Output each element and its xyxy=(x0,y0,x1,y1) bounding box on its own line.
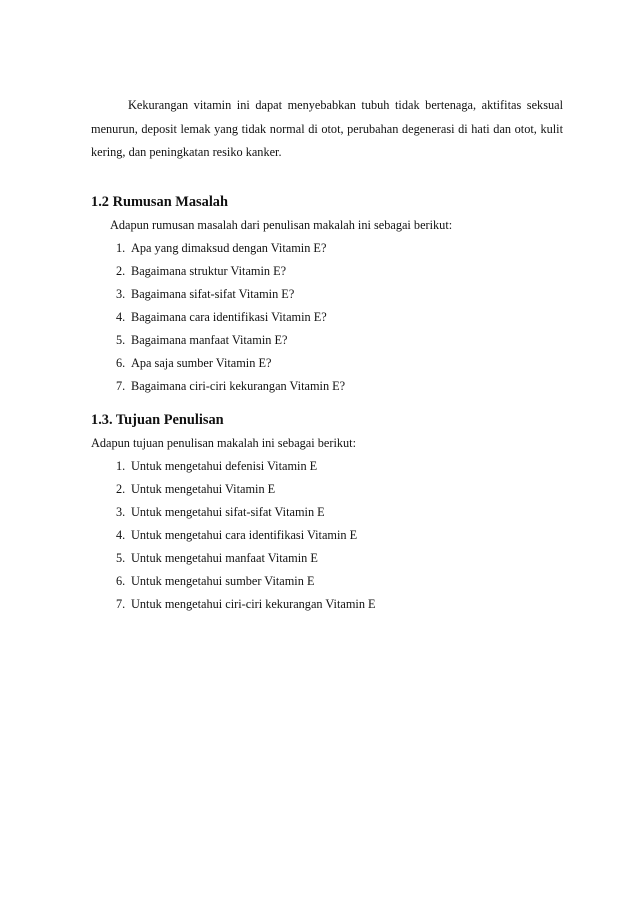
list-item xyxy=(116,501,563,524)
list-item-text: Untuk mengetahui sifat-sifat Vitamin E xyxy=(131,504,325,519)
section-lead-tujuan-penulisan: Adapun tujuan penulisan makalah ini sebagai berikut: xyxy=(91,435,356,450)
list-item xyxy=(116,283,563,306)
list-item-number: 7. xyxy=(116,378,126,393)
list-item-text: Apa yang dimaksud dengan Vitamin E? xyxy=(131,240,327,255)
list-item-text: Bagaimana cara identifikasi Vitamin E? xyxy=(131,309,327,324)
list-item xyxy=(116,352,563,375)
list-item xyxy=(116,375,563,398)
list-item-text: Untuk mengetahui defenisi Vitamin E xyxy=(131,458,318,473)
list-item-text: Untuk mengetahui manfaat Vitamin E xyxy=(131,550,318,565)
list-item-text: Bagaimana struktur Vitamin E? xyxy=(131,263,287,278)
list-item xyxy=(116,593,563,616)
list-item-number: 4. xyxy=(116,309,126,324)
list-item-text: Untuk mengetahui Vitamin E xyxy=(131,481,276,496)
list-item-number: 5. xyxy=(116,332,126,347)
list-item-text: Bagaimana ciri-ciri kekurangan Vitamin E? xyxy=(131,378,346,393)
list-item-number: 3. xyxy=(116,504,126,519)
list-item-text: Bagaimana manfaat Vitamin E? xyxy=(131,332,288,347)
section-lead-rumusan-masalah: Adapun rumusan masalah dari penulisan makalah ini sebagai berikut: xyxy=(110,217,453,232)
list-item xyxy=(116,329,563,352)
list-item-number: 6. xyxy=(116,355,126,370)
list-item xyxy=(116,478,563,501)
list-item-text: Apa saja sumber Vitamin E? xyxy=(131,355,272,370)
list-item-text: Bagaimana sifat-sifat Vitamin E? xyxy=(131,286,295,301)
list-item-number: 2. xyxy=(116,263,126,278)
list-item xyxy=(116,547,563,570)
list-item-number: 1. xyxy=(116,458,126,473)
list-item xyxy=(116,237,563,260)
list-item-number: 5. xyxy=(116,550,126,565)
list-item-number: 2. xyxy=(116,481,126,496)
list-item-number: 7. xyxy=(116,596,126,611)
intro-paragraph: Kekurangan vitamin ini dapat menyebabkan tubuh tidak bertenaga, aktifitas seksual menurun, deposit lemak yang tidak normal di otot, perubahan degenerasi di hati dan otot, kulit kering, dan peningkatan resiko kanker. xyxy=(91,98,563,159)
section-title-rumusan-masalah: 1.2 Rumusan Masalah xyxy=(91,193,228,210)
section-title-tujuan-penulisan: 1.3. Tujuan Penulisan xyxy=(91,411,224,428)
list-item-text: Untuk mengetahui sumber Vitamin E xyxy=(131,573,315,588)
list-item-text: Untuk mengetahui ciri-ciri kekurangan Vitamin E xyxy=(131,596,376,611)
list-item xyxy=(116,260,563,283)
list-item-number: 4. xyxy=(116,527,126,542)
list-item-text: Untuk mengetahui cara identifikasi Vitamin E xyxy=(131,527,358,542)
list-item xyxy=(116,524,563,547)
rumusan-masalah-list xyxy=(91,237,563,398)
list-item xyxy=(116,306,563,329)
tujuan-penulisan-list xyxy=(91,455,563,616)
list-item-number: 1. xyxy=(116,240,126,255)
list-item xyxy=(116,570,563,593)
list-item xyxy=(116,455,563,478)
list-item-number: 3. xyxy=(116,286,126,301)
list-item-number: 6. xyxy=(116,573,126,588)
document-page xyxy=(91,94,563,616)
